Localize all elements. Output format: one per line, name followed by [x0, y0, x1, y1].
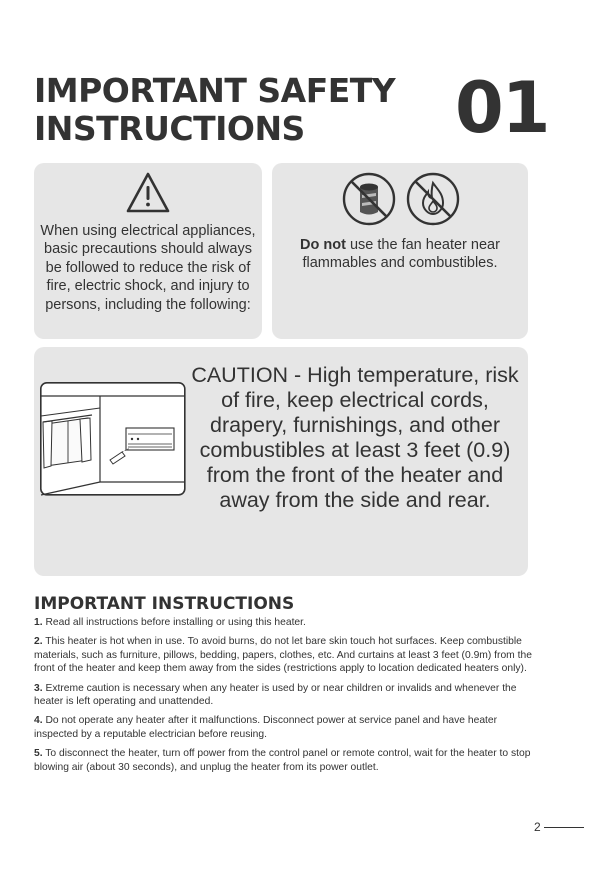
chapter-number: 01 — [455, 67, 549, 149]
instruction-number: 5. — [34, 748, 43, 760]
flammables-warning-text — [292, 236, 508, 272]
warning-triangle-icon — [125, 171, 171, 215]
instruction-text: Extreme caution is necessary when any heater is used by or near children or invalids and whenever the heater is left operating and unattended. — [34, 682, 517, 708]
instruction-item — [34, 616, 534, 629]
general-precautions-card — [34, 163, 262, 339]
section-heading: IMPORTANT INSTRUCTIONS — [34, 594, 295, 614]
page-title — [34, 72, 395, 148]
title-line-1: IMPORTANT SAFETY — [34, 71, 396, 110]
instruction-text: Do not operate any heater after it malfunctions. Disconnect power at service panel and have heater inspected by a reputable electrician before reusing. — [34, 715, 498, 740]
instruction-number: 2. — [34, 636, 43, 648]
instructions-list — [34, 616, 534, 780]
general-precautions-text: When using electrical appliances, basic precautions should always be followed to reduce the risk of fire, electric shock, and injury to persons, including the following: — [40, 223, 256, 313]
instruction-item — [34, 747, 534, 774]
instruction-item — [34, 635, 534, 675]
no-fire-icon — [405, 171, 461, 227]
caution-card — [34, 347, 528, 576]
instruction-item — [34, 714, 534, 741]
instruction-text: This heater is hot when in use. To avoid burns, do not let bare skin touch hot surfaces. Keep combustible materials, such as furniture, pillows, bedding, papers, clothes, etc. And curtains at least 3 feet (0.9m) from the front of the heater and keep them away from the sides (restrictions apply to location dedicated heaters only). — [34, 636, 532, 675]
instruction-number: 3. — [34, 682, 43, 694]
caution-text: CAUTION - High temperature, risk of fire, keep electrical cords, drapery, furnishings, and other combustibles at least 3 feet (0.9) from the front of the heater and away from the side and rear. — [191, 363, 519, 512]
instruction-number: 1. — [34, 617, 43, 628]
room-with-wall-heater-illustration — [40, 382, 186, 496]
page-number: 2 — [534, 820, 541, 834]
page-number-rule — [544, 827, 584, 828]
do-not-emphasis: Do not — [300, 237, 346, 253]
instruction-text: To disconnect the heater, turn off power from the control panel or remote control, wait for the heater to stop blowing air (about 30 seconds), and unplug the heater from its power outlet. — [34, 748, 531, 773]
title-line-2: INSTRUCTIONS — [34, 109, 305, 148]
instruction-text: Read all instructions before installing or using this heater. — [42, 617, 306, 628]
flammables-warning-card — [272, 163, 528, 339]
no-flammable-canister-icon — [341, 171, 397, 227]
instruction-item — [34, 682, 534, 709]
flammables-warning-body: use the fan heater near flammables and combustibles. — [302, 237, 500, 271]
instruction-number: 4. — [34, 715, 43, 727]
